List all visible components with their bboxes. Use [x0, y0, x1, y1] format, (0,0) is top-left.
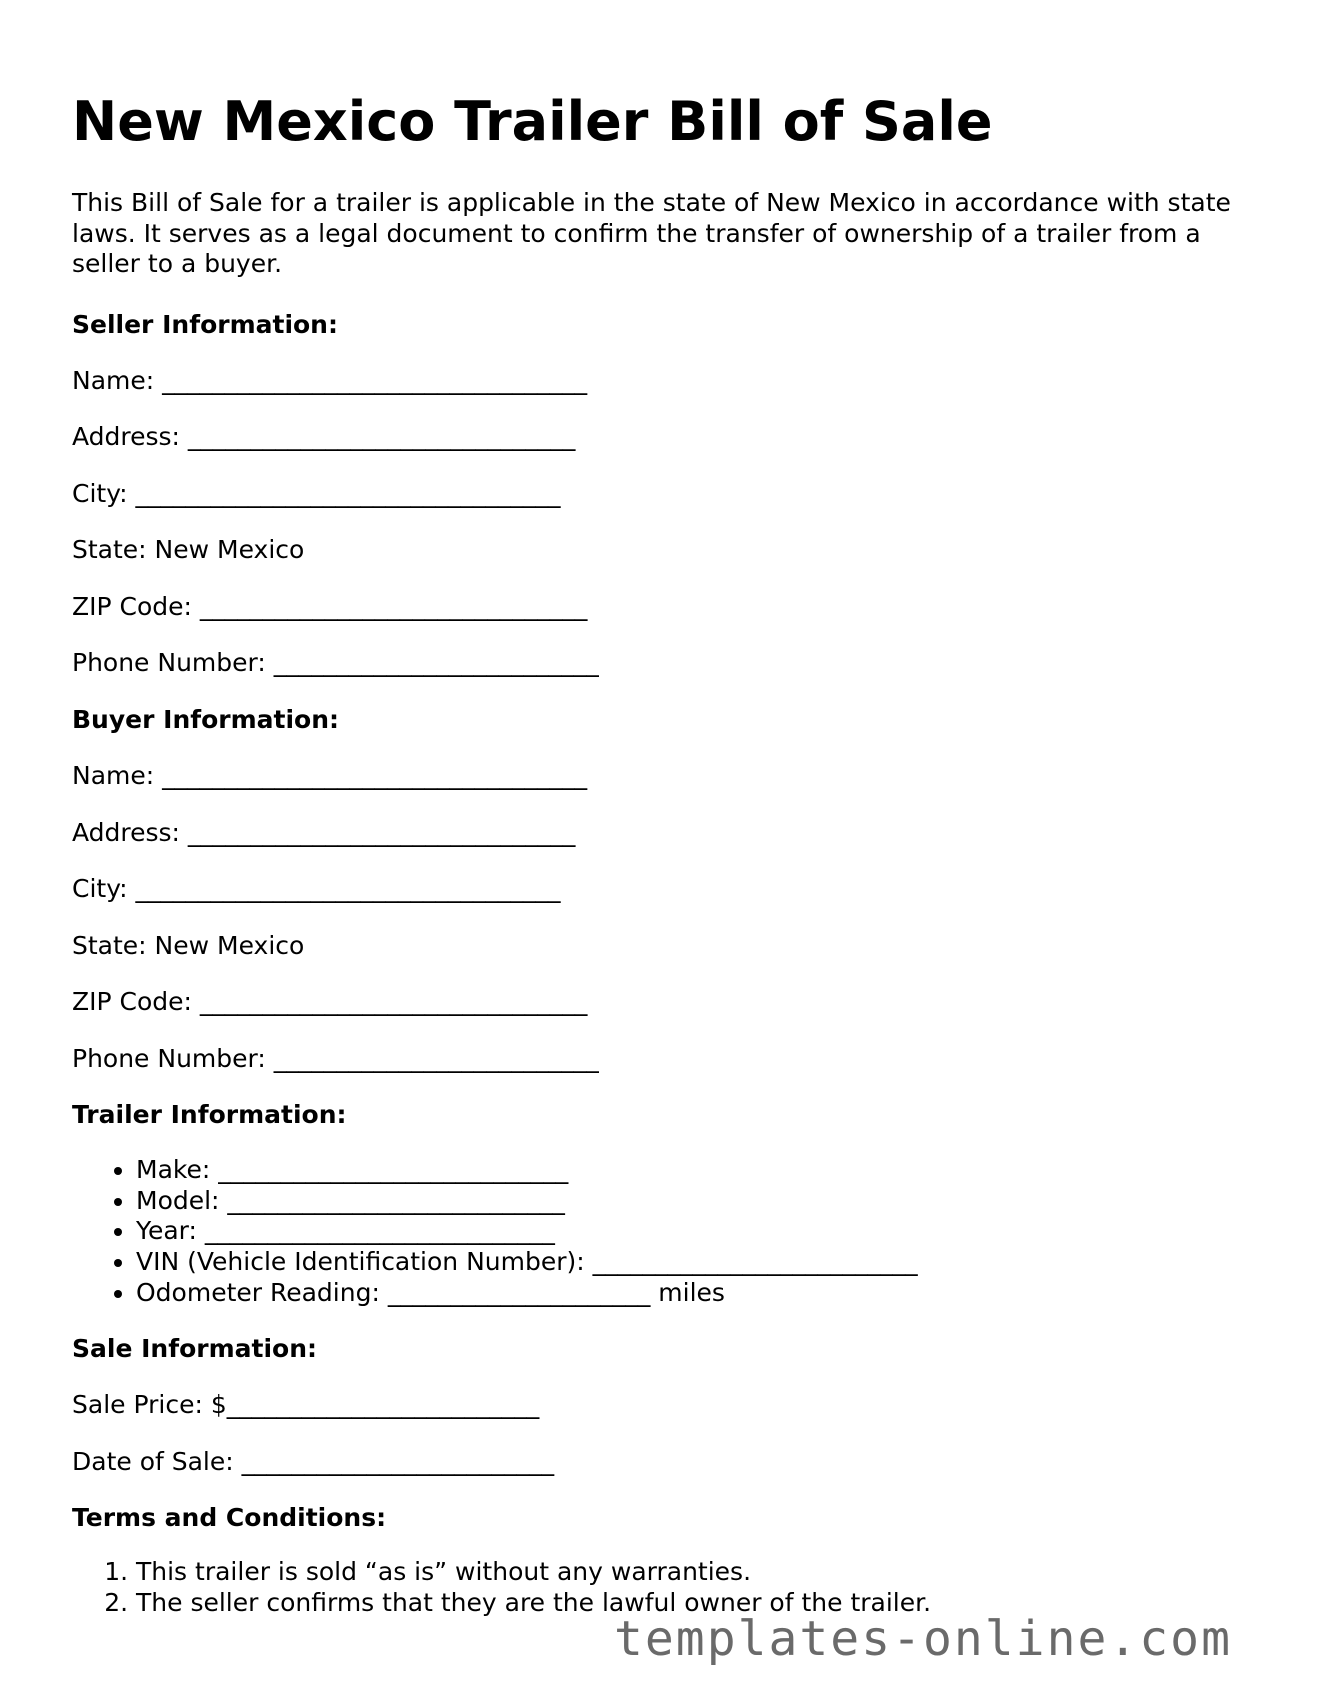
buyer-heading: Buyer Information:	[72, 705, 340, 734]
terms-heading: Terms and Conditions:	[72, 1503, 387, 1532]
buyer-state-field: State: New Mexico	[72, 931, 305, 960]
sale-heading: Sale Information:	[72, 1334, 317, 1363]
trailer-year-item: • Year: ____________________________	[136, 1216, 918, 1247]
trailer-heading: Trailer Information:	[72, 1100, 347, 1129]
page-title: New Mexico Trailer Bill of Sale	[72, 90, 993, 153]
trailer-info-list	[72, 1155, 918, 1309]
seller-city-field: City: __________________________________	[72, 479, 561, 508]
trailer-make-item: • Make: ____________________________	[136, 1155, 918, 1186]
seller-heading: Seller Information:	[72, 310, 338, 339]
seller-phone-field: Phone Number: __________________________	[72, 648, 599, 677]
seller-state-field: State: New Mexico	[72, 535, 305, 564]
trailer-odometer-item: • Odometer Reading: _____________________ miles	[136, 1278, 918, 1309]
trailer-vin-item: • VIN (Vehicle Identification Number): __________________________	[136, 1247, 918, 1278]
buyer-address-field: Address: _______________________________	[72, 818, 576, 847]
sale-date-field: Date of Sale: _________________________	[72, 1447, 555, 1476]
buyer-zip-field: ZIP Code: _______________________________	[72, 987, 588, 1016]
seller-name-field: Name: __________________________________	[72, 366, 588, 395]
buyer-name-field: Name: __________________________________	[72, 761, 588, 790]
trailer-model-item: • Model: ___________________________	[136, 1186, 918, 1217]
terms-item: 2. The seller confirms that they are the lawful owner of the trailer.	[136, 1588, 931, 1619]
seller-zip-field: ZIP Code: _______________________________	[72, 592, 588, 621]
seller-address-field: Address: _______________________________	[72, 422, 576, 451]
intro-paragraph: This Bill of Sale for a trailer is applicable in the state of New Mexico in accordance with state laws. It serves as a legal document to confirm the transfer of ownership of a trailer from a seller to a buyer.	[72, 188, 1231, 278]
buyer-phone-field: Phone Number: __________________________	[72, 1044, 599, 1073]
buyer-city-field: City: __________________________________	[72, 874, 561, 903]
watermark-text: templates-online.com	[614, 1611, 1232, 1667]
terms-item: 1. This trailer is sold “as is” without any warranties.	[136, 1557, 931, 1588]
sale-price-field: Sale Price: $_________________________	[72, 1390, 540, 1419]
